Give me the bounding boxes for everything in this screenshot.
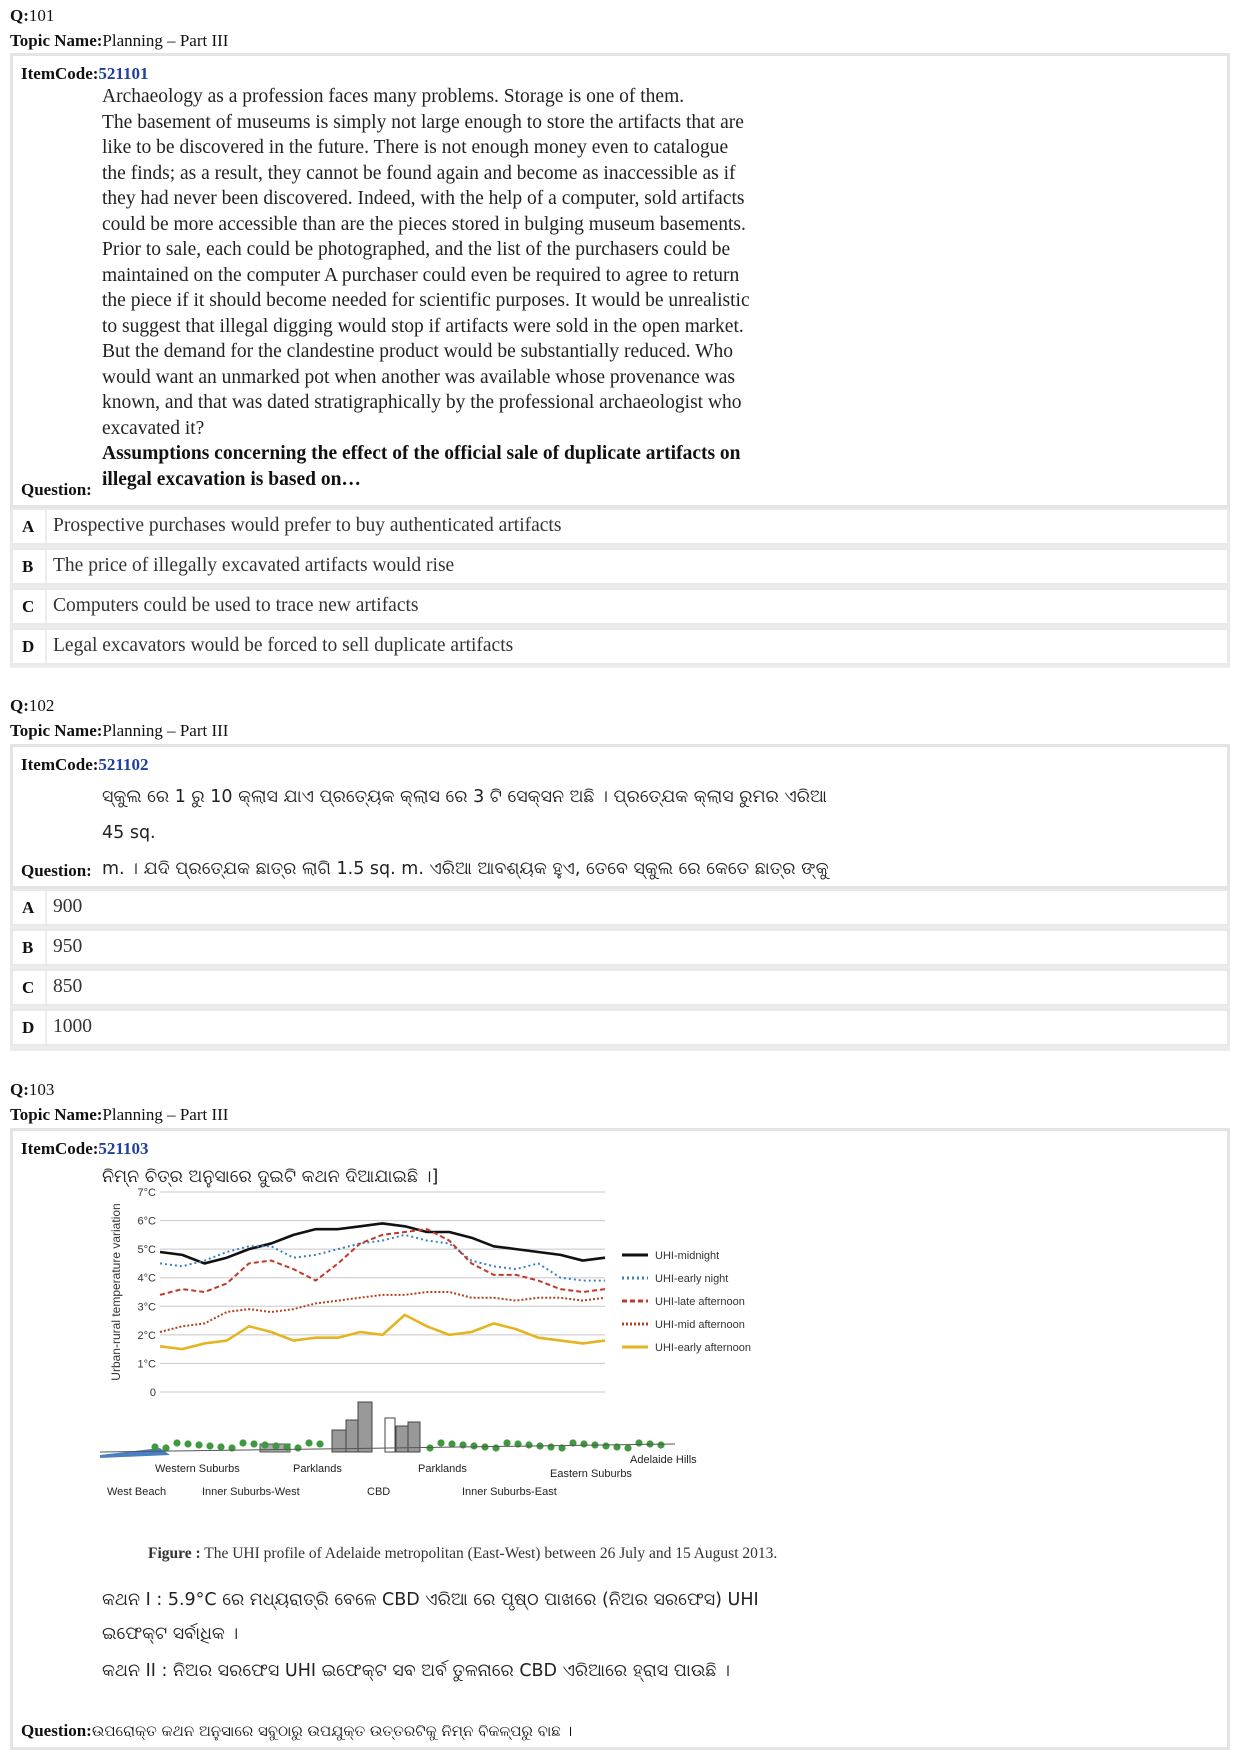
q102-topic: Topic Name:Planning – Part III bbox=[10, 721, 229, 740]
paragraph-line: m. । ଯଦି ପ୍ରତ୍ଯେକ ଛାତ୍ର ଲାଗି 1.5 sq. m. ଏରିଆ ଆବଶ୍ୟକ ହୁଏ, ତେବେ ସ୍କୁଲ ରେ କେତେ ଛାତ୍ର ଙ୍କୁ bbox=[102, 859, 829, 879]
y-tick-label: 4°C bbox=[137, 1272, 156, 1285]
building-shape bbox=[385, 1418, 395, 1452]
location-label: Inner Suburbs-West bbox=[202, 1486, 300, 1498]
question-stem-line: illegal excavation is based on… bbox=[102, 468, 361, 490]
tree-shape bbox=[195, 1441, 202, 1448]
q103-number: Q:103 bbox=[10, 1080, 55, 1099]
q103-item-code: ItemCode:521103 bbox=[21, 1139, 149, 1158]
legend-label: UHI-late afternoon bbox=[655, 1296, 745, 1308]
y-tick-label: 6°C bbox=[137, 1215, 156, 1228]
series-line-3 bbox=[160, 1292, 605, 1332]
statement-1: କଥନ I : 5.9°C ରେ ମଧ୍ୟରାତ୍ରି ବେଳେ CBD ଏରିଆ ରେ ପୃଷ୍ଠ ପାଖରେ (ନିଅର ସରଫେସ) UHI ଇଫେକ୍ଟ ସର୍ବାଧିକ । bbox=[102, 1590, 759, 1644]
tree-shape bbox=[580, 1440, 587, 1447]
series-line-0 bbox=[160, 1223, 605, 1263]
building-shape bbox=[358, 1402, 372, 1452]
tree-shape bbox=[525, 1441, 532, 1448]
y-tick-label: 7°C bbox=[137, 1187, 156, 1199]
q101-paragraph bbox=[102, 84, 842, 492]
tree-shape bbox=[503, 1439, 510, 1446]
tree-shape bbox=[305, 1439, 312, 1446]
paragraph-line: the finds; as a result, they cannot be found again and become as inaccessible as if bbox=[102, 162, 736, 184]
paragraph-line: could be more accessible than are the pieces stored in bulging museum basements. bbox=[102, 213, 746, 235]
option-b[interactable]: B The price of illegally excavated artifacts would rise bbox=[10, 548, 1230, 585]
paragraph-line: The basement of museums is simply not large enough to store the artifacts that are bbox=[102, 111, 744, 133]
option-d[interactable]: D Legal excavators would be forced to sell duplicate artifacts bbox=[10, 628, 1230, 665]
tree-shape bbox=[261, 1441, 268, 1448]
sea-shape bbox=[100, 1448, 170, 1458]
tree-shape bbox=[426, 1444, 433, 1451]
paragraph-line: the piece if it should become needed for scientific purposes. It would be unrealistic bbox=[102, 290, 750, 311]
figure-caption: Figure : The UHI profile of Adelaide metropolitan (East-West) between 26 July and 15 August 2013. bbox=[148, 1545, 778, 1562]
location-label: CBD bbox=[367, 1486, 391, 1498]
q101-topic: Topic Name:Planning – Part III bbox=[10, 31, 229, 50]
series-line-4 bbox=[160, 1315, 605, 1349]
paragraph-line: like to be discovered in the future. There is not enough money even to catalogue bbox=[102, 137, 729, 158]
q102-question-box bbox=[10, 744, 1230, 889]
location-label: Western Suburbs bbox=[155, 1463, 240, 1475]
paragraph-line: Archaeology as a profession faces many problems. Storage is one of them. bbox=[102, 86, 685, 107]
location-label: Parklands bbox=[293, 1463, 342, 1475]
tree-shape bbox=[624, 1444, 631, 1451]
location-label: Inner Suburbs-East bbox=[462, 1486, 557, 1498]
tree-shape bbox=[459, 1441, 466, 1448]
paragraph-line: ସ୍କୁଲ ରେ 1 ରୁ 10 କ୍ଲାସ ଯାଏ ପ୍ରତ୍ୟେକ କ୍ଲାସ ରେ 3 ଟି ସେକ୍ସନ ଅଛି । ପ୍ରତ୍ଯେକ କ୍ଲାସ ରୁମର ଏରିଆ 45 sq. bbox=[102, 787, 827, 843]
paragraph-line: Prior to sale, each could be photographed, and the list of the purchasers could be bbox=[102, 239, 731, 260]
tree-shape bbox=[173, 1439, 180, 1446]
y-tick-label: 0 bbox=[149, 1387, 156, 1399]
q102-item-code: ItemCode:521102 bbox=[21, 755, 149, 774]
q102-options bbox=[10, 889, 1230, 1051]
q103-question-text: ଉପରୋକ୍ତ କଥନ ଅନୁସାରେ ସବୁଠାରୁ ଉପଯୁକ୍ତ ଉତ୍ତରଟିକୁ ନିମ୍ନ ବିକଳ୍ପରୁ ବାଛ । bbox=[91, 1722, 573, 1740]
tree-shape bbox=[206, 1442, 213, 1449]
q101-question-label: Question: bbox=[21, 480, 92, 499]
location-label: Adelaide Hills bbox=[630, 1454, 697, 1466]
location-label: Eastern Suburbs bbox=[550, 1468, 632, 1480]
location-label: Parklands bbox=[418, 1463, 467, 1475]
tree-shape bbox=[602, 1442, 609, 1449]
statement-2: କଥନ II : ନିଅର ସରଫେସ UHI ଇଫେକ୍ଟ ସବ ଅର୍ବ ତୁଳନାରେ CBD ଏରିଆରେ ହ୍ରାସ ପାଉଛି । bbox=[102, 1661, 730, 1681]
option-a[interactable]: A Prospective purchases would prefer to buy authenticated artifacts bbox=[10, 508, 1230, 545]
uhi-chart bbox=[100, 1180, 860, 1560]
option-d[interactable]: D 1000 bbox=[10, 1009, 1230, 1046]
q103-intro: ନିମ୍ନ ଚିତ୍ର ଅନୁସାରେ ଦୁଇଟି କଥନ ଦିଆଯାଇଛି ।] bbox=[102, 1167, 439, 1187]
q101-item-code: ItemCode:521101 bbox=[21, 64, 149, 83]
option-c[interactable]: C 850 bbox=[10, 969, 1230, 1006]
tree-shape bbox=[294, 1444, 301, 1451]
tree-shape bbox=[151, 1443, 158, 1450]
y-tick-label: 3°C bbox=[137, 1301, 156, 1314]
q101-options bbox=[10, 508, 1230, 668]
q101-number: Q:101 bbox=[10, 6, 55, 25]
paragraph-line: known, and that was dated stratigraphically by the professional archaeologist who bbox=[102, 392, 742, 413]
tree-shape bbox=[547, 1443, 554, 1450]
option-c[interactable]: C Computers could be used to trace new artifacts bbox=[10, 588, 1230, 625]
q101-question-box bbox=[10, 53, 1230, 508]
tree-shape bbox=[184, 1440, 191, 1447]
tree-shape bbox=[316, 1440, 323, 1447]
tree-shape bbox=[657, 1441, 664, 1448]
legend-label: UHI-early afternoon bbox=[655, 1342, 751, 1354]
question-stem-line: Assumptions concerning the effect of the official sale of duplicate artifacts on bbox=[102, 443, 741, 464]
legend-label: UHI-early night bbox=[655, 1273, 729, 1285]
y-tick-label: 2°C bbox=[137, 1329, 156, 1342]
paragraph-line: maintained on the computer A purchaser could even be required to agree to return bbox=[102, 264, 740, 286]
tree-shape bbox=[635, 1439, 642, 1446]
option-b[interactable]: B 950 bbox=[10, 929, 1230, 966]
legend-label: UHI-mid afternoon bbox=[655, 1319, 745, 1331]
y-tick-label: 1°C bbox=[137, 1358, 156, 1371]
y-axis-label: Urban-rural temperature variation bbox=[109, 1203, 123, 1381]
location-label: West Beach bbox=[107, 1486, 167, 1498]
paragraph-line: would want an unmarked pot when another was available whose provenance was bbox=[102, 366, 735, 388]
tree-shape bbox=[272, 1442, 279, 1449]
y-tick-label: 5°C bbox=[137, 1244, 156, 1257]
tree-shape bbox=[448, 1440, 455, 1447]
paragraph-line: to suggest that illegal digging would stop if artifacts were sold in the open market. bbox=[102, 315, 744, 337]
series-line-2 bbox=[160, 1229, 605, 1295]
paragraph-line: they had never been discovered. Indeed, with the help of a computer, sold artifacts bbox=[102, 188, 745, 209]
tree-shape bbox=[217, 1443, 224, 1450]
q102-question-label: Question: bbox=[21, 861, 92, 880]
tree-shape bbox=[162, 1444, 169, 1451]
option-a[interactable]: A 900 bbox=[10, 889, 1230, 926]
paragraph-line: excavated it? bbox=[102, 417, 205, 439]
q102-number: Q:102 bbox=[10, 696, 55, 715]
paragraph-line: But the demand for the clandestine product would be substantially reduced. Who bbox=[102, 341, 734, 362]
tree-shape bbox=[470, 1442, 477, 1449]
tree-shape bbox=[437, 1439, 444, 1446]
tree-shape bbox=[239, 1439, 246, 1446]
uhi-chart-svg bbox=[100, 1180, 860, 1560]
legend-label: UHI-midnight bbox=[655, 1250, 720, 1262]
q103-topic: Topic Name:Planning – Part III bbox=[10, 1105, 229, 1124]
q103-question-label: Question:ଉପରୋକ୍ତ କଥନ ଅନୁସାରେ ସବୁଠାରୁ ଉପଯୁକ୍ତ ଉତ୍ତରଟିକୁ ନିମ୍ନ ବିକଳ୍ପରୁ ବାଛ । bbox=[21, 1721, 573, 1740]
tree-shape bbox=[492, 1444, 499, 1451]
tree-shape bbox=[250, 1440, 257, 1447]
